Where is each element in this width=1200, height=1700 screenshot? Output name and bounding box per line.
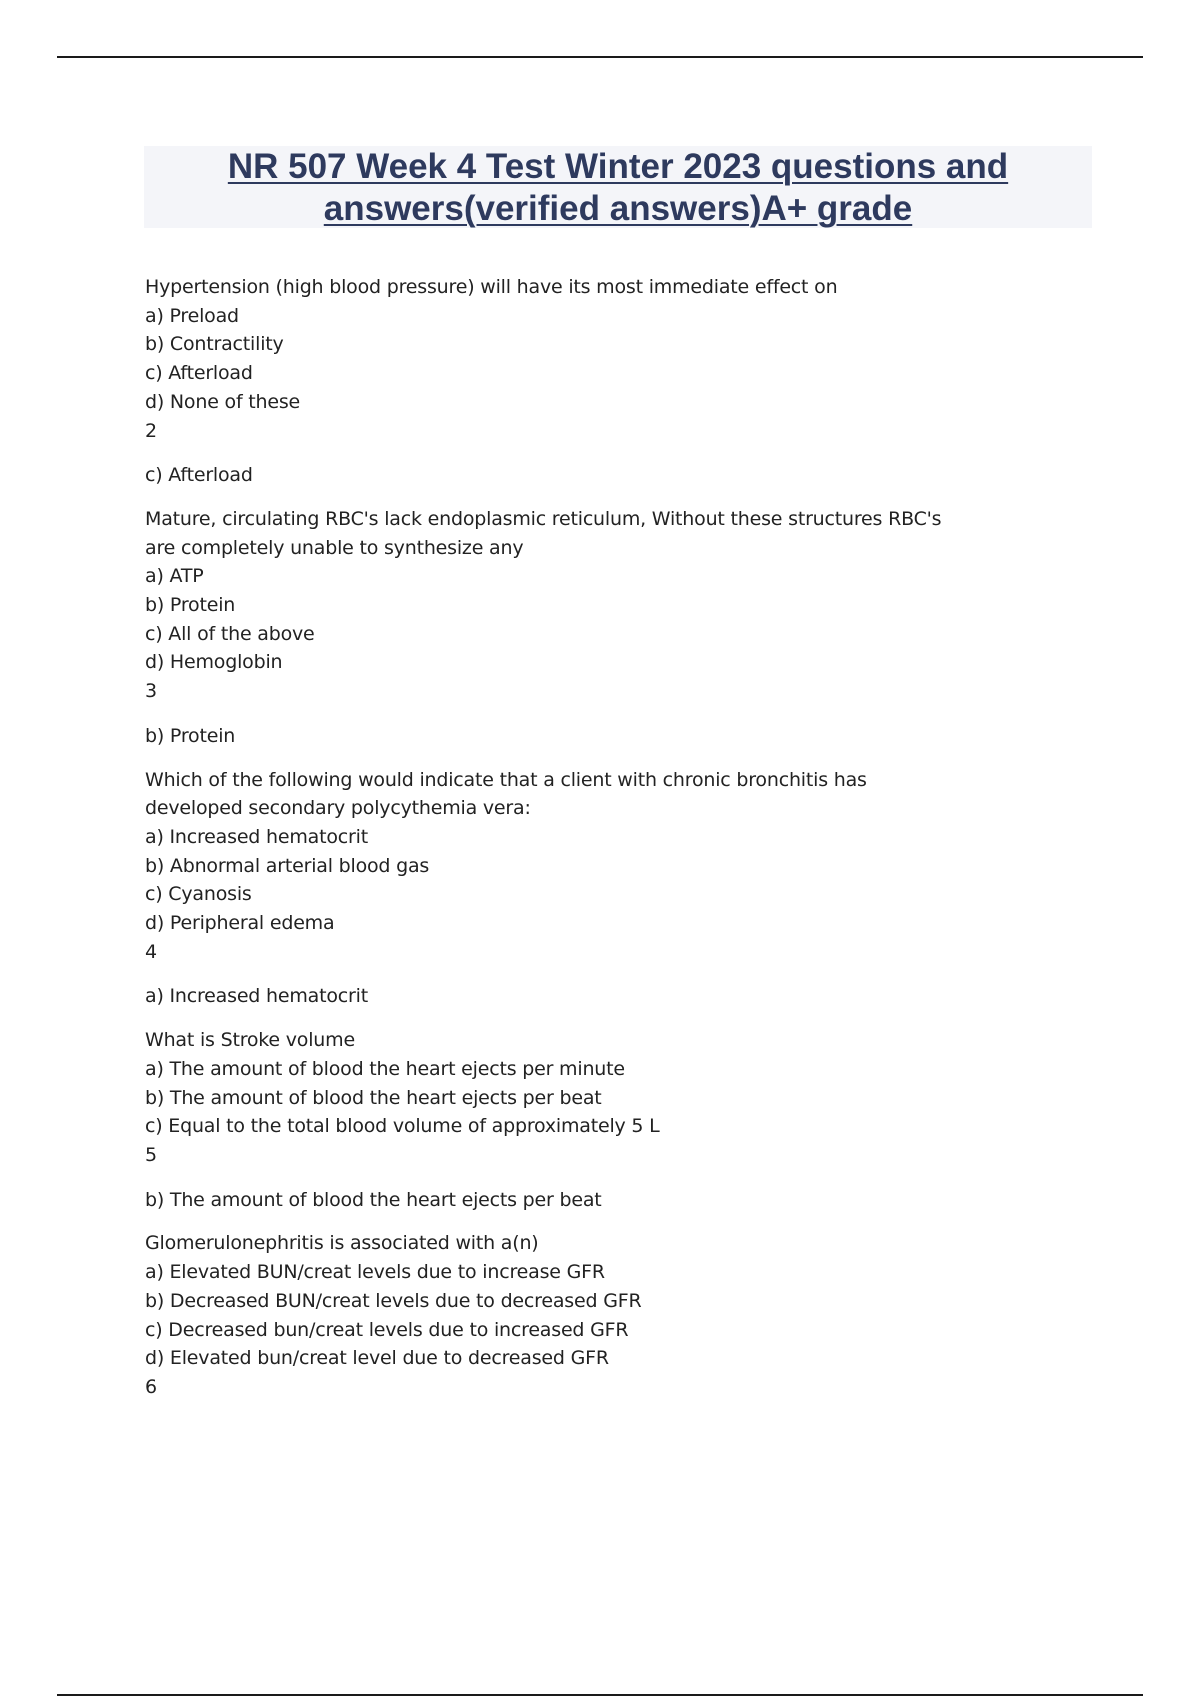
question-text: Glomerulonephritis is associated with a(n) [145, 1232, 539, 1255]
correct-answer: c) Afterload [145, 464, 253, 487]
answer-option: b) The amount of blood the heart ejects per beat [145, 1086, 602, 1109]
answer-option: c) Cyanosis [145, 883, 252, 906]
title-line-1: NR 507 Week 4 Test Winter 2023 questions and [227, 147, 1009, 186]
question-block [145, 273, 1045, 490]
correct-answer: b) Protein [145, 724, 236, 747]
question-text: developed secondary polycythemia vera: [145, 797, 531, 820]
title-banner [144, 146, 1092, 228]
question-text: Which of the following would indicate that a client with chronic bronchitis has [145, 768, 867, 791]
answer-option: c) Afterload [145, 362, 253, 385]
question-block [145, 766, 1045, 1012]
question-text: are completely unable to synthesize any [145, 536, 524, 559]
question-number: 3 [145, 680, 157, 703]
answer-option: d) None of these [145, 390, 301, 413]
answer-option: b) Contractility [145, 333, 284, 356]
question-number: 6 [145, 1375, 157, 1398]
answer-option: d) Elevated bun/creat level due to decreased GFR [145, 1347, 609, 1370]
answer-option: b) Protein [145, 594, 236, 617]
answer-option: b) Abnormal arterial blood gas [145, 854, 430, 877]
header-rule [57, 56, 1143, 58]
document-title [144, 146, 1092, 230]
question-text: Mature, circulating RBC's lack endoplasmic reticulum, Without these structures RBC's [145, 507, 942, 530]
question-text: What is Stroke volume [145, 1029, 355, 1052]
answer-option: a) Elevated BUN/creat levels due to increase GFR [145, 1261, 605, 1284]
answer-option: a) The amount of blood the heart ejects per minute [145, 1057, 625, 1080]
question-block [145, 1026, 1045, 1214]
question-number: 2 [145, 419, 157, 442]
questions-list [145, 273, 1045, 1418]
question-number: 4 [145, 940, 157, 963]
title-line-2: answers(verified answers)A+ grade [323, 189, 913, 228]
answer-option: c) Equal to the total blood volume of approximately 5 L [145, 1115, 660, 1138]
question-text: Hypertension (high blood pressure) will have its most immediate effect on [145, 276, 838, 298]
answer-option: a) Increased hematocrit [145, 825, 368, 848]
correct-answer: b) The amount of blood the heart ejects per beat [145, 1188, 602, 1211]
footer-rule [57, 1694, 1143, 1696]
correct-answer: a) Increased hematocrit [145, 985, 368, 1008]
question-block [145, 1229, 1045, 1401]
answer-option: c) All of the above [145, 622, 315, 645]
answer-option: b) Decreased BUN/creat levels due to decreased GFR [145, 1289, 642, 1312]
question-number: 5 [145, 1143, 157, 1166]
answer-option: d) Hemoglobin [145, 651, 283, 674]
question-block [145, 505, 1045, 751]
answer-option: c) Decreased bun/creat levels due to increased GFR [145, 1318, 629, 1341]
answer-option: a) ATP [145, 565, 204, 588]
answer-option: d) Peripheral edema [145, 912, 335, 935]
answer-option: a) Preload [145, 304, 239, 327]
